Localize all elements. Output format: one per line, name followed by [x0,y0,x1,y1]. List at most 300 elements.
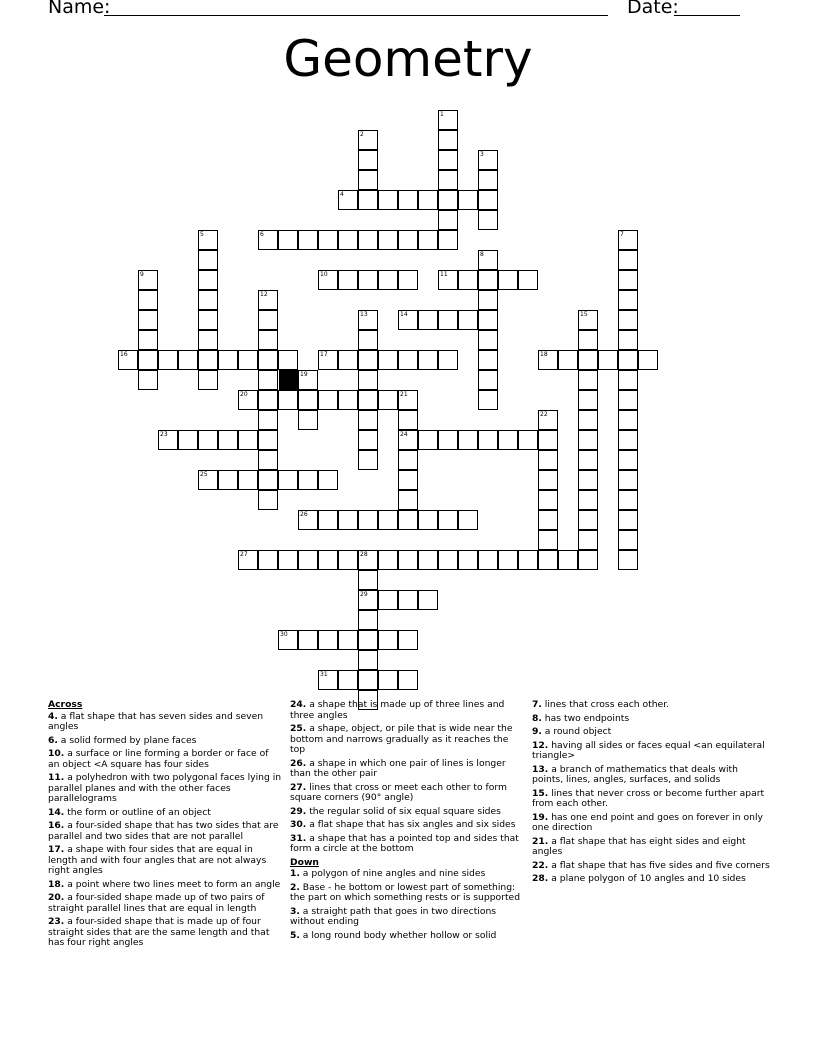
grid-cell[interactable] [298,390,318,410]
grid-cell[interactable] [198,230,218,250]
grid-cell[interactable] [338,350,358,370]
grid-cell[interactable] [578,470,598,490]
grid-cell[interactable] [478,330,498,350]
grid-cell[interactable] [198,290,218,310]
grid-cell[interactable] [638,350,658,370]
grid-cell[interactable] [558,550,578,570]
grid-cell[interactable] [298,550,318,570]
grid-cell[interactable] [538,410,558,430]
clue-item [48,773,282,805]
clue-text: a shape, object, or pile that is wide near the bottom and narrows gradually as it reaches the top [290,723,513,755]
grid-cell[interactable] [338,630,358,650]
clue-number: 31 [320,671,328,678]
grid-cell[interactable] [618,470,638,490]
clue-item [290,783,524,804]
clue-text: lines that cross or meet each other to form square corners (90° angle) [290,781,507,803]
grid-cell[interactable] [438,150,458,170]
grid-cell[interactable] [538,430,558,450]
grid-cell[interactable] [478,210,498,230]
grid-cell[interactable] [418,230,438,250]
grid-cell[interactable] [538,510,558,530]
grid-cell[interactable] [318,230,338,250]
clue-number: 3 [480,151,484,158]
grid-cell[interactable] [298,470,318,490]
grid-cell[interactable] [478,390,498,410]
grid-cell[interactable] [358,630,378,650]
grid-cell[interactable] [198,350,218,370]
grid-cell[interactable] [398,590,418,610]
clue-number: 7 [620,231,624,238]
grid-cell[interactable] [358,330,378,350]
grid-cell[interactable] [378,590,398,610]
grid-cell[interactable] [478,350,498,370]
grid-cell[interactable] [578,370,598,390]
grid-cell[interactable] [398,490,418,510]
grid-cell[interactable] [358,610,378,630]
grid-cell[interactable] [258,450,278,470]
grid-cell[interactable] [398,350,418,370]
grid-cell[interactable] [378,190,398,210]
grid-cell[interactable] [278,230,298,250]
grid-cell[interactable] [538,350,558,370]
grid-cell[interactable] [298,370,318,390]
grid-cell[interactable] [378,670,398,690]
grid-cell[interactable] [258,430,278,450]
grid-cell[interactable] [218,430,238,450]
grid-cell[interactable] [258,410,278,430]
grid-cell[interactable] [158,350,178,370]
grid-cell[interactable] [198,270,218,290]
grid-cell[interactable] [198,430,218,450]
grid-cell[interactable] [198,250,218,270]
grid-cell[interactable] [138,370,158,390]
grid-cell[interactable] [398,510,418,530]
grid-cell[interactable] [578,330,598,350]
clue-number: 21 [400,391,408,398]
grid-cell[interactable] [478,550,498,570]
grid-cell[interactable] [118,350,138,370]
clue-number-label: 16. [48,820,65,831]
clue-item [532,727,772,738]
grid-cell[interactable] [318,550,338,570]
clue-text: a flat shape that has eight sides and eight angles [532,835,746,857]
grid-cell[interactable] [438,110,458,130]
grid-cell[interactable] [578,450,598,470]
grid-cell[interactable] [618,410,638,430]
grid-cell[interactable] [258,230,278,250]
grid-cell[interactable] [358,150,378,170]
grid-cell[interactable] [458,510,478,530]
grid-cell[interactable] [438,550,458,570]
clue-number-label: 15. [532,787,549,799]
grid-cell[interactable] [458,430,478,450]
clue-text: a branch of mathematics that deals with points, lines, angles, surfaces, and solids [532,763,738,785]
clue-item [48,712,282,733]
clue-number: 13 [360,311,368,318]
grid-cell[interactable] [478,270,498,290]
grid-cell[interactable] [238,470,258,490]
grid-cell[interactable] [238,350,258,370]
grid-cell[interactable] [358,550,378,570]
grid-cell[interactable] [398,270,418,290]
grid-cell[interactable] [478,250,498,270]
grid-cell[interactable] [478,430,498,450]
clue-number: 25 [200,471,208,478]
grid-cell[interactable] [358,270,378,290]
clue-number-label: 12. [532,739,549,751]
clue-text: a polygon of nine angles and nine sides [299,868,486,879]
clue-item [48,808,282,819]
grid-cell[interactable] [378,230,398,250]
grid-cell[interactable] [598,350,618,370]
grid-cell[interactable] [578,410,598,430]
grid-cell[interactable] [278,390,298,410]
clue-text: a four-sided shape that has two sides that are parallel and two sides that are not parallel [48,820,279,842]
grid-cell[interactable] [438,310,458,330]
grid-cell[interactable] [418,510,438,530]
grid-cell[interactable] [318,670,338,690]
grid-cell[interactable] [538,470,558,490]
grid-cell[interactable] [398,430,418,450]
grid-cell[interactable] [398,230,418,250]
clue-text: a point where two lines meet to form an angle [64,878,281,890]
grid-cell[interactable] [138,330,158,350]
grid-cell[interactable] [618,230,638,250]
clue-item [290,883,524,904]
grid-cell[interactable] [338,190,358,210]
grid-cell[interactable] [338,550,358,570]
grid-cell[interactable] [298,410,318,430]
grid-cell[interactable] [258,390,278,410]
clue-item [290,724,524,756]
clue-number: 11 [440,271,448,278]
grid-cell[interactable] [438,510,458,530]
clue-number-label: 23. [48,916,65,927]
grid-cell[interactable] [578,510,598,530]
clue-number-label: 8. [532,712,542,724]
clue-number-label: 26. [290,757,307,769]
grid-cell[interactable] [398,410,418,430]
clues-column-2 [290,700,524,944]
grid-cell[interactable] [438,350,458,370]
clue-text: a flat shape that has five sides and five corners [548,859,770,871]
clue-number: 17 [320,351,328,358]
clue-text: a solid formed by plane faces [57,734,197,746]
grid-cell[interactable] [398,550,418,570]
grid-cell[interactable] [318,510,338,530]
grid-cell[interactable] [218,470,238,490]
clue-text: a shape that has a pointed top and sides that form a circle at the bottom [290,832,519,854]
clue-item [48,893,282,914]
grid-cell[interactable] [398,390,418,410]
grid-cell[interactable] [478,310,498,330]
grid-cell[interactable] [138,270,158,290]
clue-item [532,789,772,810]
grid-cell[interactable] [238,430,258,450]
grid-cell[interactable] [398,630,418,650]
clue-item [48,736,282,747]
name-label: Name: [48,0,111,18]
grid-cell[interactable] [518,430,538,450]
grid-cell[interactable] [258,350,278,370]
clue-number-label: 13. [532,763,549,775]
clue-item [532,765,772,786]
clue-item [290,807,524,818]
grid-cell[interactable] [178,350,198,370]
grid-cell[interactable] [618,350,638,370]
grid-cell[interactable] [418,190,438,210]
clue-item [532,714,772,725]
clue-text: a shape in which one pair of lines is longer than the other pair [290,757,506,779]
grid-cell[interactable] [438,430,458,450]
grid-cell[interactable] [198,370,218,390]
across-heading: Across [48,699,83,710]
grid-cell[interactable] [258,490,278,510]
grid-cell[interactable] [338,390,358,410]
grid-cell[interactable] [438,270,458,290]
grid-cell[interactable] [358,350,378,370]
grid-cell[interactable] [398,310,418,330]
clue-text: a shape with four sides that are equal in length and with four angles that are not always right angles [48,844,267,876]
grid-cell[interactable] [438,170,458,190]
grid-cell[interactable] [278,350,298,370]
date-label: Date: [627,0,679,18]
grid-cell[interactable] [358,230,378,250]
grid-cell[interactable] [358,590,378,610]
grid-cell[interactable] [258,310,278,330]
grid-cell[interactable] [618,550,638,570]
grid-cell[interactable] [438,230,458,250]
clue-item [532,861,772,872]
grid-cell[interactable] [478,150,498,170]
grid-cell[interactable] [418,430,438,450]
clue-number: 15 [580,311,588,318]
grid-cell[interactable] [138,310,158,330]
down-clue-list-continued [532,700,772,885]
grid-cell[interactable] [358,170,378,190]
grid-cell[interactable] [418,590,438,610]
grid-cell[interactable] [618,290,638,310]
grid-cell[interactable] [458,310,478,330]
grid-cell[interactable] [418,550,438,570]
grid-cell[interactable] [578,310,598,330]
grid-cell[interactable] [578,530,598,550]
grid-cell[interactable] [358,430,378,450]
grid-cell[interactable] [238,390,258,410]
clue-item [48,917,282,949]
clue-text: the regular solid of six equal square sides [306,805,501,817]
clue-item [48,845,282,877]
grid-cell[interactable] [618,430,638,450]
grid-cell[interactable] [618,330,638,350]
grid-cell[interactable] [498,270,518,290]
grid-cell[interactable] [618,490,638,510]
puzzle-title: Geometry [283,30,533,88]
clues-column-3 [532,700,772,888]
clue-item [290,700,524,721]
grid-cell[interactable] [478,370,498,390]
grid-cell[interactable] [258,550,278,570]
grid-cell[interactable] [278,470,298,490]
clue-number: 26 [300,511,308,518]
clue-text: a plane polygon of 10 angles and 10 sides [548,873,746,884]
grid-cell[interactable] [618,390,638,410]
grid-cell[interactable] [358,510,378,530]
grid-cell[interactable] [538,530,558,550]
grid-cell[interactable] [298,230,318,250]
grid-cell[interactable] [298,630,318,650]
clue-number-label: 18. [48,878,65,890]
grid-cell[interactable] [178,430,198,450]
clue-text: a four-sided shape made up of two pairs of straight parallel lines that are equal in length [48,892,265,914]
grid-cell[interactable] [458,190,478,210]
clue-item [48,749,282,770]
grid-cell[interactable] [398,670,418,690]
grid-cell[interactable] [258,470,278,490]
grid-cell[interactable] [618,370,638,390]
grid-cell[interactable] [558,350,578,370]
grid-cell[interactable] [378,270,398,290]
grid-cell[interactable] [138,290,158,310]
grid-cell[interactable] [618,270,638,290]
clue-item [532,874,772,885]
grid-cell[interactable] [458,270,478,290]
clue-text: has one end point and goes on forever in only one direction [532,811,763,833]
clue-number: 20 [240,391,248,398]
grid-cell[interactable] [358,410,378,430]
clue-item [48,821,282,842]
grid-cell[interactable] [158,430,178,450]
clue-number: 23 [160,431,168,438]
grid-cell[interactable] [278,550,298,570]
grid-cell[interactable] [378,390,398,410]
grid-cell[interactable] [498,430,518,450]
clue-text: lines that never cross or become further apart from each other. [532,787,765,809]
grid-cell[interactable] [578,390,598,410]
down-clue-list [290,869,524,941]
grid-cell[interactable] [538,450,558,470]
grid-cell[interactable] [318,390,338,410]
grid-cell[interactable] [218,350,238,370]
clue-text: a straight path that goes in two directions without ending [290,905,497,927]
clues-column-1 [48,700,282,952]
grid-cell[interactable] [258,370,278,390]
grid-cell[interactable] [198,470,218,490]
grid-cell[interactable] [418,350,438,370]
grid-cell[interactable] [438,190,458,210]
grid-cell[interactable] [518,270,538,290]
clue-text: a long round body whether hollow or solid [299,929,497,941]
grid-cell[interactable] [318,470,338,490]
grid-cell[interactable] [518,550,538,570]
grid-cell[interactable] [538,550,558,570]
grid-cell[interactable] [238,550,258,570]
grid-cell[interactable] [438,210,458,230]
grid-cell[interactable] [498,550,518,570]
clue-number-label: 1. [290,868,300,879]
grid-cell[interactable] [338,670,358,690]
grid-cell[interactable] [278,630,298,650]
clue-number-label: 28. [532,873,549,884]
grid-cell[interactable] [378,630,398,650]
grid-cell[interactable] [398,470,418,490]
grid-cell[interactable] [618,450,638,470]
grid-cell[interactable] [198,330,218,350]
clue-text: a four-sided shape that is made up of four straight sides that are the same length and that has four right angles [48,916,270,948]
clue-item [290,759,524,780]
clue-number: 18 [540,351,548,358]
grid-cell[interactable] [438,130,458,150]
clue-number-label: 2. [290,881,300,893]
grid-cell[interactable] [358,390,378,410]
grid-cell[interactable] [318,350,338,370]
grid-cell[interactable] [258,290,278,310]
grid-cell[interactable] [578,490,598,510]
clue-item [290,931,524,942]
grid-cell[interactable] [618,250,638,270]
grid-cell[interactable] [478,170,498,190]
grid-cell[interactable] [618,510,638,530]
grid-cell[interactable] [398,190,418,210]
grid-cell[interactable] [418,310,438,330]
grid-cell[interactable] [458,550,478,570]
clue-number: 1 [440,111,444,118]
grid-cell[interactable] [358,310,378,330]
clue-number-label: 4. [48,710,58,722]
grid-cell[interactable] [358,370,378,390]
clue-number: 29 [360,591,368,598]
grid-cell[interactable] [258,330,278,350]
grid-cell[interactable] [398,450,418,470]
grid-cell[interactable] [338,230,358,250]
grid-cell[interactable] [378,550,398,570]
clue-item [532,700,772,711]
grid-cell[interactable] [338,270,358,290]
grid-cell[interactable] [578,550,598,570]
grid-cell[interactable] [578,350,598,370]
grid-cell[interactable] [478,190,498,210]
grid-cell[interactable] [538,490,558,510]
grid-cell[interactable] [358,650,378,670]
grid-cell[interactable] [338,510,358,530]
grid-cell[interactable] [298,510,318,530]
grid-cell[interactable] [198,310,218,330]
grid-cell[interactable] [478,290,498,310]
across-clue-list-continued [290,700,524,855]
grid-cell[interactable] [138,350,158,370]
grid-cell[interactable] [358,670,378,690]
grid-cell[interactable] [358,190,378,210]
grid-cell[interactable] [378,510,398,530]
clue-number: 5 [200,231,204,238]
grid-cell[interactable] [318,270,338,290]
clue-number-label: 17. [48,844,65,855]
grid-cell[interactable] [358,130,378,150]
clue-text: a flat shape that has six angles and six sides [306,819,516,830]
grid-cell[interactable] [578,430,598,450]
clue-number-label: 7. [532,699,542,710]
clue-number-label: 14. [48,806,65,818]
clue-text: lines that cross each other. [541,699,670,710]
clue-number-label: 6. [48,734,58,746]
grid-cell[interactable] [318,630,338,650]
clue-text: the form or outline of an object [64,806,211,818]
grid-cell[interactable] [358,450,378,470]
grid-cell[interactable] [378,350,398,370]
grid-cell[interactable] [618,310,638,330]
grid-cell[interactable] [358,570,378,590]
grid-cell[interactable] [618,530,638,550]
